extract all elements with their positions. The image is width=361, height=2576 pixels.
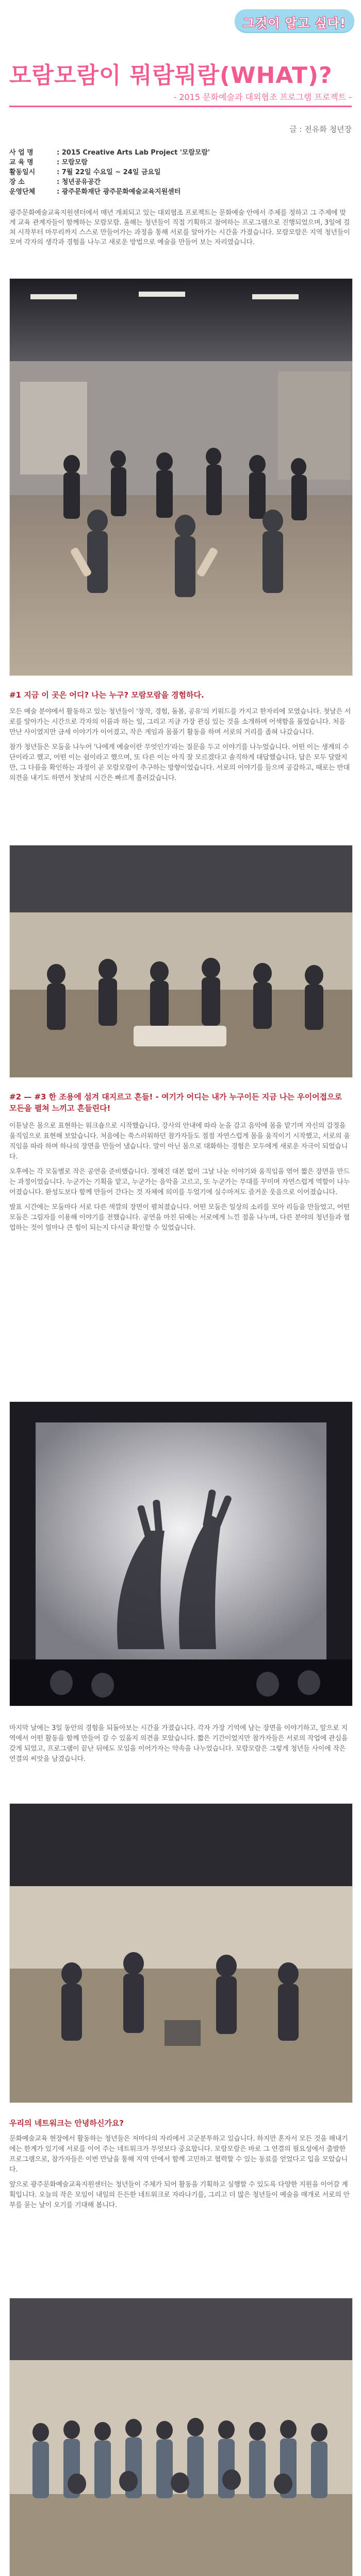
- header-badge: [235, 9, 354, 32]
- info-row: [9, 167, 352, 177]
- section-body-1: [9, 707, 352, 788]
- section-body-2: [9, 1121, 352, 1238]
- page-subtitle: - 2015 문화예술과 대외협조 프로그램 프로젝트 -: [173, 92, 352, 102]
- info-key: 운영단체: [9, 188, 36, 196]
- info-key: 교 육 명: [9, 159, 34, 166]
- info-row: [9, 187, 352, 197]
- title-divider: [9, 106, 352, 107]
- info-key: 장 소: [9, 178, 25, 186]
- section-heading-4: 우리의 네트워크는 안녕하신가요?: [9, 2119, 124, 2128]
- section-paragraph: 앞으로 광주문화예술교육지원센터는 청년들이 주체가 되어 활동을 기획하고 실행할 수 있도록 다양한 지원을 이어갈 계획입니다. 오늘의 작은 모임이 내일의 든든한 네트워크로 자라나기를, 그리고 더 많은 청년들이 예술을 매개로 서로의 안부를 묻는 날이 오기를 기대해 봅니다.: [9, 2181, 350, 2209]
- header-band: [0, 0, 361, 44]
- photo-group-circle: [9, 845, 353, 1078]
- info-value: : 광주문화재단 광주문화예술교육지원센터: [57, 188, 181, 196]
- section-paragraph: 발표 시간에는 모둠마다 서로 다른 색깔의 장면이 펼쳐졌습니다. 어떤 모둠은 일상의 소리를 모아 리듬을 만들었고, 어떤 모둠은 그림자를 이용해 이야기를 전했습니다. 공연을 마친 뒤에는 서로에게 느낀 점을 나누며, 다른 분야의 청년들과 협업하는 것이 얼마나 큰 힘이 되는지 다시금 확인할 수 있었습니다.: [9, 1204, 350, 1232]
- author-credit: 글 : 전유화 청년장: [289, 125, 352, 134]
- section-heading-1: #1 지금 이 곳은 어디? 나는 누구? 모람모람을 경험하다.: [9, 690, 204, 700]
- section-paragraph: 모든 예술 분야에서 활동하고 있는 청년들이 '창작, 경험, 돌봄, 공유'의 키워드를 가지고 한자리에 모였습니다. 첫날은 서로를 알아가는 시간으로 각자의 이름과 하는 일, 그리고 지금 가장 관심 있는 것을 소개하며 어색함을 풀었습니다. 처음 만난 사이였지만 금세 이야기가 이어졌고, 작은 게임과 몸풀기 활동을 하며 서로의 거리를 좁혀 나갔습니다.: [9, 708, 351, 736]
- program-info: [9, 148, 352, 197]
- section-paragraph: 문화예술교육 현장에서 활동하는 청년들은 저마다의 자리에서 고군분투하고 있습니다. 하지만 혼자서 모든 것을 해내기에는 한계가 있기에 서로를 이어 주는 네트워크가 무엇보다 중요합니다. 모람모람은 바로 그 연결의 필요성에서 출발한 프로그램으로, 참가자들은 이번 만남을 통해 지역 안에서 함께 고민하고 협력할 수 있는 동료를 얻었다고 입을 모았습니다.: [9, 2135, 348, 2174]
- info-value: : 모람모람: [57, 159, 88, 166]
- info-row: [9, 148, 352, 158]
- photo-talk-circle: [9, 1803, 353, 2103]
- info-key: 사 업 명: [9, 149, 34, 157]
- section-paragraph: 이튿날은 몸으로 표현하는 워크숍으로 시작했습니다. 강사의 안내에 따라 눈을 감고 음악에 몸을 맡기며 자신의 감정을 움직임으로 표현해 보았습니다. 처음에는 쑥스러워하던 참가자들도 점점 자연스럽게 몸을 움직이기 시작했고, 서로의 움직임을 따라 하며 하나의 장면을 만들어 냈습니다. 말이 아닌 몸으로 대화하는 경험은 모두에게 새로운 자극이 되었습니다.: [9, 1122, 350, 1161]
- section-body-3: [9, 1723, 352, 1769]
- photo-workshop-room: [9, 278, 353, 676]
- section-paragraph: 오후에는 각 모둠별로 작은 공연을 준비했습니다. 정해진 대본 없이 그날 나눈 이야기와 움직임을 엮어 짧은 장면을 만드는 과정이었습니다. 누군가는 기획을 맡고, 누군가는 음악을 고르고, 또 누군가는 무대를 꾸미며 자연스럽게 역할이 나누어졌습니다. 완성도보다 함께 만들어 간다는 것 자체에 의미를 두었기에 실수마저도 즐거운 웃음으로 이어졌습니다.: [9, 1168, 350, 1196]
- info-row: [9, 158, 352, 167]
- info-value: : 청년공유공간: [57, 178, 101, 186]
- section-paragraph: 마지막 날에는 3일 동안의 경험을 되돌아보는 시간을 가졌습니다. 각자 가장 기억에 남는 장면을 이야기하고, 앞으로 지역에서 어떤 활동을 함께 만들어 갈 수 있을지 의견을 모았습니다. 짧은 기간이었지만 참가자들은 서로의 작업에 관심을 갖게 되었고, 프로그램이 끝난 뒤에도 모임을 이어가자는 약속을 나누었습니다. 모람모람은 그렇게 청년들 사이에 작은 연결의 씨앗을 남겼습니다.: [9, 1724, 348, 1763]
- intro-note: 광주문화예술교육지원센터에서 매년 개최되고 있는 대외협조 프로젝트는 문화예술 안에서 주제를 정하고 그 주제에 맞게 교육 관계자들이 함께하는 모람모람. 올해는 청년들이 직접 기획하고 참여하는 프로그램으로 진행되었으며, 3일에 걸쳐 시작부터 마무리까지 스스로 만들어가는 과정을 통해 서로를 알아가는 시간을 가졌습니다. 모람모람은 지역 청년들이 모여 각자의 생각과 경험을 나누고 새로운 방법으로 예술을 만들어 보는 자리였습니다.: [9, 209, 350, 246]
- info-key: 활동일시: [9, 168, 36, 176]
- info-value: : 2015 Creative Arts Lab Project '모람모람': [57, 149, 210, 157]
- section-paragraph: 참가 청년들은 모둠을 나누어 '나에게 예술이란 무엇인가'라는 질문을 두고 이야기를 나누었습니다. 어떤 이는 생계의 수단이라고 했고, 어떤 이는 쉼이라고 했으며, 또 다른 이는 아직 잘 모르겠다고 솔직하게 대답했습니다. 답은 모두 달랐지만, 그 다름을 확인하는 과정이 곧 모람모람이 추구하는 방향이었습니다. 서로의 이야기를 들으며 공감하고, 때로는 반대 의견을 내기도 하면서 첫날의 시간은 빠르게 흘러갔습니다.: [9, 743, 350, 782]
- badge-text: 그것이 알고 싶다!: [243, 16, 346, 30]
- photo-group-portrait: [9, 2298, 353, 2576]
- section-body-4: [9, 2134, 352, 2215]
- section-heading-2: #2 — #3 한 조용에 섬겨 대지르고 흔들! - 여기가 어디는 내가 누구이든 지금 나는 우이어접으로 모든을 펼쳐 느끼고 흔들린다!: [9, 1092, 342, 1113]
- page-title: 모람모람이 뭐람뭐람(WHAT)?: [9, 62, 333, 89]
- info-value: : 7월 22일 수요일 ~ 24일 금요일: [57, 168, 161, 176]
- info-row: [9, 177, 352, 187]
- photo-projection-hands: [9, 1401, 353, 1706]
